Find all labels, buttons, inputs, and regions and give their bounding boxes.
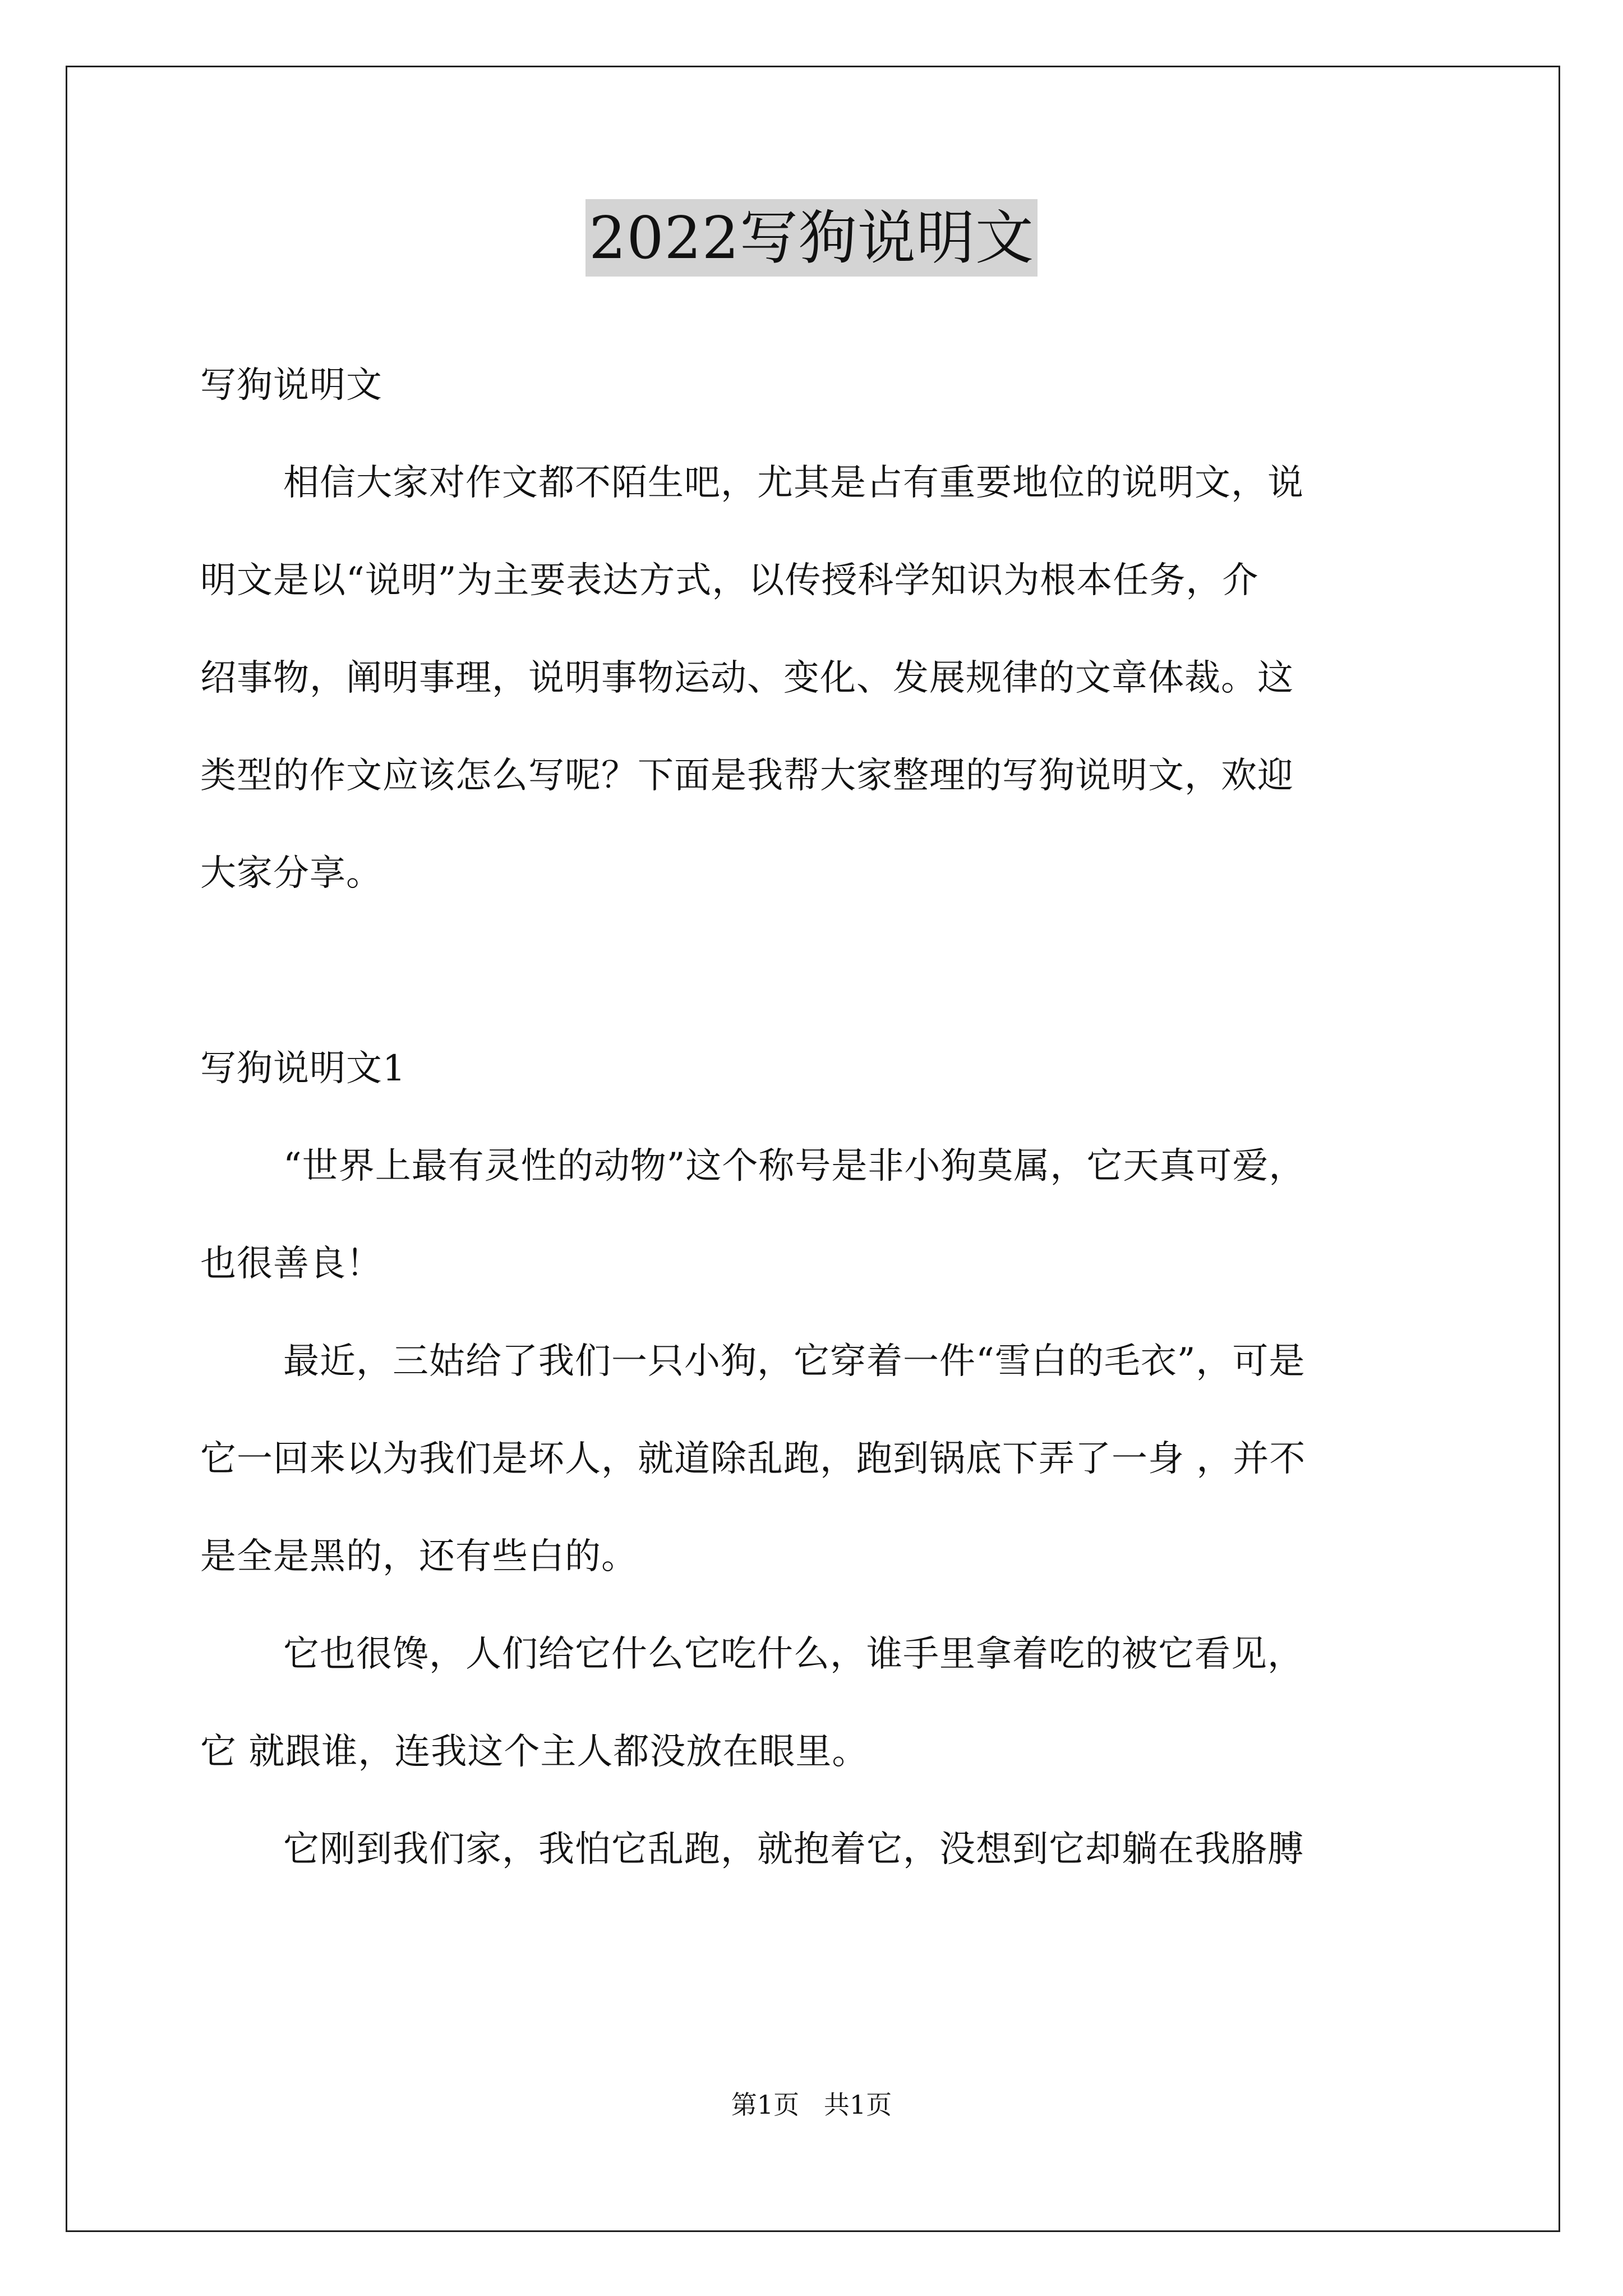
paragraph-line: 是全是黑的，还有些白的。	[200, 1536, 638, 1577]
document-body	[200, 337, 1428, 1898]
paragraph-line: 它刚到我们家，我怕它乱跑，就抱着它，没想到它却躺在我胳膊	[283, 1829, 1304, 1870]
section-spacer	[200, 922, 1428, 1020]
paragraph-line: 它 就跟谁，连我这个主人都没放在眼里。	[200, 1731, 869, 1773]
paragraph-line: 最近，三姑给了我们一只小狗，它穿着一件“雪白的毛衣”，可是	[283, 1341, 1306, 1382]
paragraph-line: “世界上最有灵性的动物”这个称号是非小狗莫属，它天真可爱，	[283, 1145, 1306, 1187]
title-container	[0, 199, 1623, 277]
intro-line: 明文是以“说明”为主要表达方式，以传授科学知识为根本任务，介	[200, 560, 1259, 601]
document-title: 2022写狗说明文	[585, 199, 1038, 277]
intro-line: 类型的作文应该怎么写呢？下面是我帮大家整理的写狗说明文，欢迎	[200, 755, 1294, 797]
intro-line: 绍事物，阐明事理，说明事物运动、变化、发展规律的文章体裁。这	[200, 657, 1294, 699]
intro-line: 大家分享。	[200, 853, 382, 894]
paragraph-line: 也很善良！	[200, 1243, 382, 1285]
paragraph-line: 它也很馋，人们给它什么它吃什么，谁手里拿着吃的被它看见，	[283, 1634, 1304, 1675]
document-subtitle: 写狗说明文	[200, 365, 382, 406]
intro-line: 相信大家对作文都不陌生吧，尤其是占有重要地位的说明文，说	[283, 462, 1304, 504]
paragraph-line: 它一回来以为我们是坏人，就道除乱跑，跑到锅底下弄了一身 ，并不	[200, 1438, 1306, 1480]
page-footer: 第1页 共1页	[731, 2090, 892, 2120]
section-heading: 写狗说明文1	[200, 1048, 406, 1089]
